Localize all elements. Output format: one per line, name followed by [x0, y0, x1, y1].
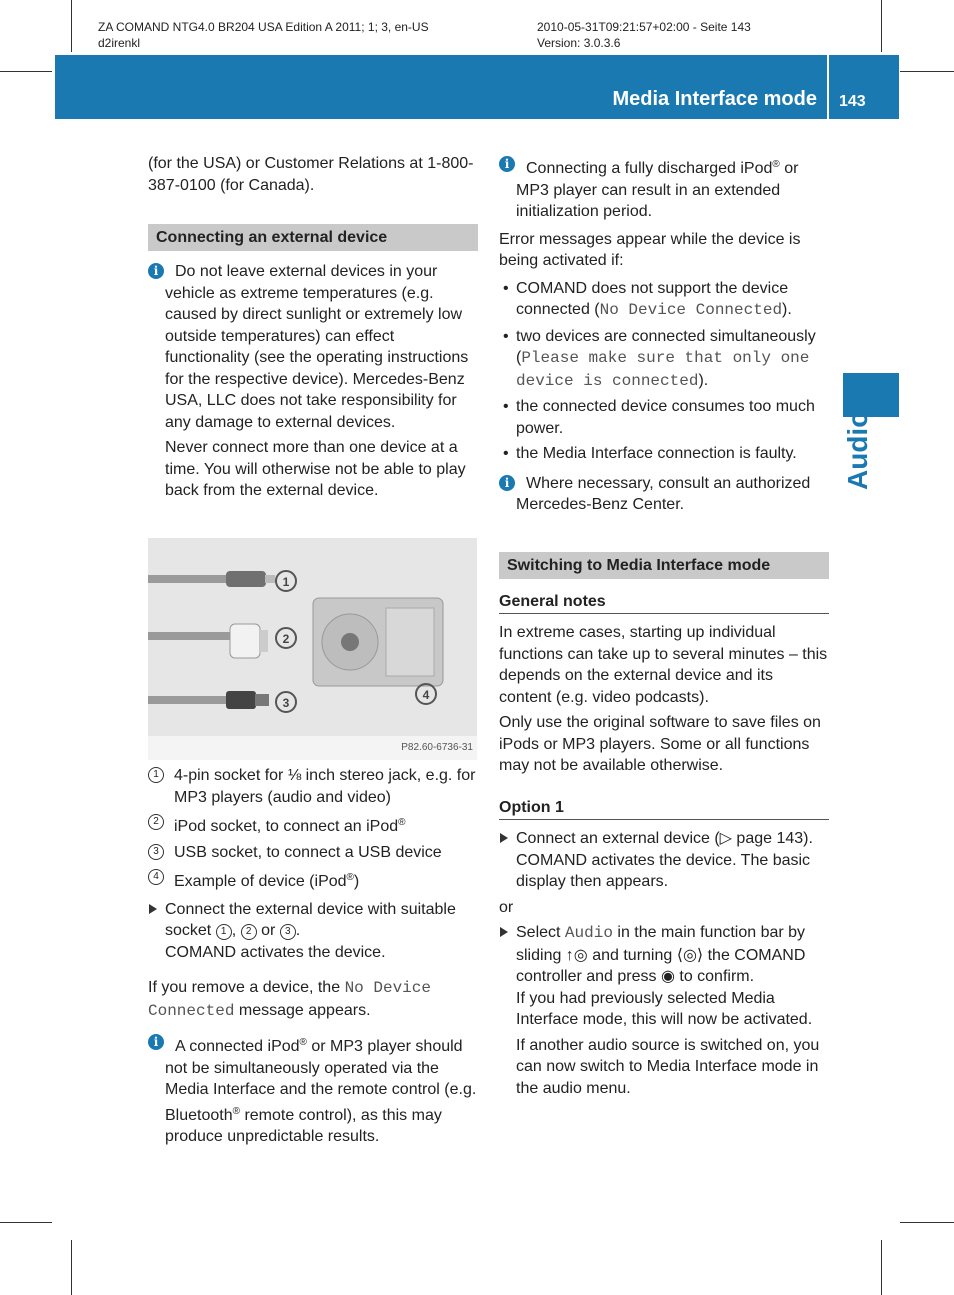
info-text-a: A connected iPod	[175, 1038, 300, 1055]
step-or: or	[261, 922, 276, 939]
step-comma: ,	[231, 922, 237, 939]
info-text: Never connect more than one device at a time. You will otherwise not be able to play back from the external device.	[165, 439, 466, 499]
display-message: No Device Connected	[599, 301, 783, 319]
info-icon: i	[499, 475, 515, 491]
info-text-b: or MP3 player can result in an extended initialization period.	[516, 160, 799, 220]
step-text-a: Select	[516, 924, 561, 941]
crop-mark	[71, 0, 72, 52]
or-text: or	[499, 898, 514, 916]
legend-number: 1	[148, 767, 164, 783]
chapter-label-text: Audio	[842, 410, 873, 490]
info-text: Connecting a fully discharged iPod® or MP3 player can result in an extended initialization period.	[516, 159, 799, 220]
step-result: COMAND activates the device.	[165, 943, 386, 961]
crop-mark	[900, 1222, 954, 1223]
step-text-a: Connect the external device with suitable socket	[165, 900, 456, 939]
meta-line: 2010-05-31T09:21:57+02:00 - Seite 143	[537, 20, 751, 34]
header-divider	[827, 55, 829, 119]
step-text	[516, 922, 829, 988]
page-header-bar	[55, 55, 899, 119]
step-result: If you had previously selected Media Interface mode, this will now be activated.	[516, 989, 813, 1028]
bullet-text: • the connected device consumes too much power.	[516, 398, 815, 437]
meta-line: d2irenkl	[98, 36, 141, 50]
left-column-lower	[148, 765, 478, 1152]
subheading: General notes	[499, 591, 829, 615]
device-connection-figure	[148, 538, 477, 760]
svg-text:3: 3	[282, 696, 290, 710]
info-text-a: Connecting a fully discharged iPod	[526, 160, 773, 177]
step-arrow-icon	[500, 833, 508, 843]
connectors-illustration	[148, 538, 477, 760]
info-note	[499, 154, 829, 223]
legend-text: USB socket, to connect a USB device	[174, 843, 442, 861]
info-icon: i	[148, 1034, 164, 1050]
legend-number: 4	[148, 869, 164, 885]
info-note	[148, 1032, 478, 1148]
chapter-tab-label	[838, 410, 878, 500]
print-meta-right	[537, 19, 751, 51]
intro-text: (for the USA) or Customer Relations at 1-800-387-0100 (for Canada).	[148, 155, 474, 194]
crop-mark	[881, 1240, 882, 1295]
crop-mark	[900, 71, 954, 72]
legend-item	[148, 867, 478, 893]
step-text-b: in the main function bar by sliding ↑◎ and turning ⟨◎⟩ the COMAND controller and press ◉ to confirm.	[516, 924, 806, 985]
body-text: In extreme cases, starting up individual functions can take up to several minutes – this depends on the external device and its content (e.g. video podcasts).	[499, 624, 828, 706]
display-message: Audio	[564, 924, 613, 942]
instruction-step	[499, 828, 829, 893]
legend-text-body: Example of device (iPod	[174, 873, 347, 890]
step-text: Connect an external device (▷ page 143). COMAND activates the device. The basic display then appears.	[516, 830, 813, 890]
right-column	[499, 154, 829, 1103]
legend-item	[148, 765, 478, 808]
figure-code: P82.60-6736-31	[401, 742, 473, 753]
legend-text-body: iPod socket, to connect an iPod	[174, 818, 399, 835]
legend-text: Example of device (iPod®)	[174, 872, 360, 890]
svg-text:2: 2	[282, 632, 290, 646]
section-heading: Connecting an external device	[148, 224, 478, 251]
socket-2-ref: 2	[241, 924, 257, 940]
crop-mark	[0, 1222, 52, 1223]
step-result: If another audio source is switched on, you can now switch to Media Interface mode in the audio menu.	[516, 1036, 820, 1097]
info-text-b: or MP3 player should not be simultaneously operated via the Media Interface and the remote control (e.g. Bluetooth	[165, 1038, 477, 1124]
bullet-text	[516, 326, 829, 393]
instruction-step	[499, 922, 829, 1099]
svg-text:4: 4	[422, 688, 430, 702]
bullet-item	[499, 278, 829, 322]
info-text-c: remote control), as this may produce unpredictable results.	[165, 1106, 442, 1145]
bullet-text-a: two devices are connected simultaneously (	[516, 327, 816, 366]
info-icon: i	[148, 263, 164, 279]
socket-3-ref: 3	[280, 924, 296, 940]
bullet-text-b: ).	[698, 371, 709, 389]
crop-mark	[71, 1240, 72, 1295]
section-heading: Switching to Media Interface mode	[499, 552, 829, 579]
svg-text:1: 1	[282, 575, 290, 589]
step-text	[165, 899, 478, 942]
legend-text: 4-pin socket for ⅛ inch stereo jack, e.g. for MP3 players (audio and video)	[174, 767, 476, 806]
remove-text-a: If you remove a device, the	[148, 979, 341, 996]
meta-line: Version: 3.0.3.6	[537, 36, 621, 50]
bullet-text-b: ).	[782, 301, 792, 318]
step-period: .	[295, 922, 301, 939]
page-number: 143	[839, 93, 866, 110]
remove-text-b: message appears.	[238, 1001, 371, 1019]
legend-number: 3	[148, 844, 164, 860]
info-note	[499, 473, 829, 516]
left-column	[148, 153, 478, 506]
legend-number: 2	[148, 814, 164, 830]
bullet-item	[499, 396, 829, 439]
info-icon: i	[499, 156, 515, 172]
print-meta-left	[98, 19, 429, 51]
step-arrow-icon	[500, 927, 508, 937]
crop-mark	[881, 0, 882, 52]
bullet-text: • the Media Interface connection is faulty.	[516, 445, 797, 462]
display-message: Please make sure that only one device is connected	[516, 349, 810, 390]
legend-item	[148, 812, 478, 838]
bullet-item	[499, 443, 829, 465]
info-text: A connected iPod® or MP3 player should not be simultaneously operated via the Media Interface and the remote control (e.g. Bluetooth® remote control), as this may produce unpredictable results.	[165, 1037, 477, 1145]
page-title: Media Interface mode	[612, 88, 817, 110]
instruction-step	[148, 899, 478, 964]
info-text: Do not leave external devices in your vehicle as extreme temperatures (e.g. caused by direct sunlight or extremely low outside temperatures) can effect functionality (see the operating instructions for the respective device). Mercedes-Benz USA, LLC does not take responsibility for any damage to external devices.	[165, 263, 469, 431]
errors-intro: Error messages appear while the device is being activated if:	[499, 230, 801, 269]
body-text: Only use the original software to save files on iPods or MP3 players. Some or all functions may not be available otherwise.	[499, 714, 821, 774]
subheading: Option 1	[499, 797, 829, 821]
legend-item	[148, 842, 478, 864]
display-message: No Device Connected	[148, 979, 431, 1020]
info-text: Where necessary, consult an authorized Mercedes-Benz Center.	[516, 474, 811, 513]
info-note	[148, 261, 478, 502]
crop-mark	[0, 71, 52, 72]
meta-line: ZA COMAND NTG4.0 BR204 USA Edition A 2011; 1; 3, en-US	[98, 20, 429, 34]
legend-text: iPod socket, to connect an iPod®	[174, 817, 406, 835]
remove-text	[148, 977, 478, 1022]
bullet-text-a: COMAND does not support the device connected (	[516, 279, 789, 318]
bullet-item	[499, 326, 829, 393]
bullet-text	[516, 278, 829, 322]
socket-1-ref: 1	[216, 924, 232, 940]
step-arrow-icon	[149, 904, 157, 914]
